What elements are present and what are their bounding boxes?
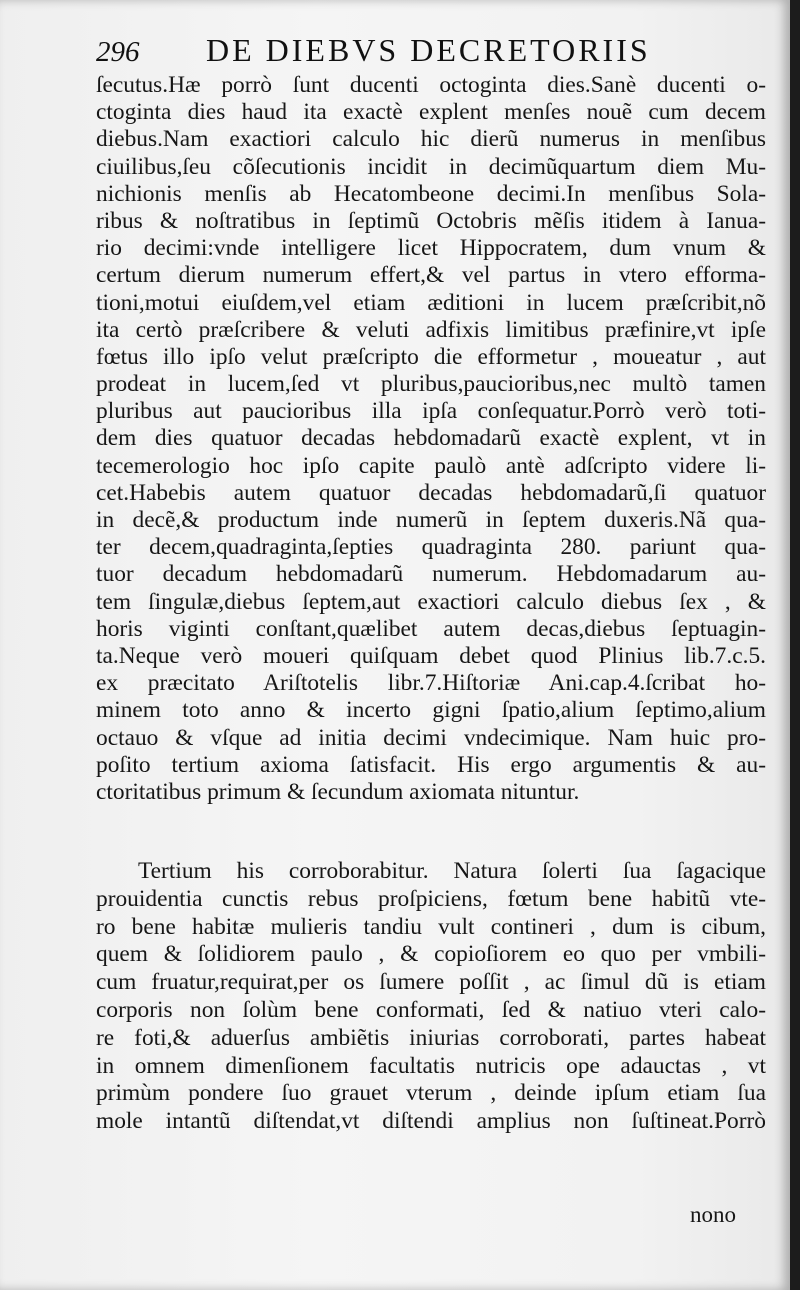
page-number: 296 xyxy=(96,36,140,68)
text-line: minem toto anno & incerto gigni ſpatio,alium ſeptimo,alium xyxy=(96,697,766,724)
text-line: tioni,motui eiuſdem,vel etiam æditioni in lucem præſcribit,nõ xyxy=(96,289,766,316)
text-line: rio decimi:vnde intelligere licet Hippocratem, dum vnum & xyxy=(96,235,766,262)
running-head xyxy=(96,32,756,72)
text-line: nichionis menſis ab Hecatombeone decimi.In menſibus Sola- xyxy=(96,180,766,207)
text-line: prouidentia cunctis rebus proſpiciens, fœtum bene habitũ vte- xyxy=(96,885,766,912)
text-line: poſito tertium axioma ſatisfacit. His ergo argumentis & au- xyxy=(96,751,766,778)
paragraph-2 xyxy=(96,858,766,1136)
running-title: DE DIEBVS DECRETORIIS xyxy=(206,32,651,68)
text-line: ita certò præſcribere & veluti adfixis limitibus præfinire,vt ipſe xyxy=(96,316,766,343)
text-line: tuor decadum hebdomadarũ numerum. Hebdomadarum au- xyxy=(96,561,766,588)
text-line: ctoritatibus primum & ſecundum axiomata nituntur. xyxy=(96,778,580,805)
text-line: certum dierum numerum effert,& vel partus in vtero efforma- xyxy=(96,262,766,289)
text-line: ctoginta dies haud ita exactè explent menſes nouẽ cum decem xyxy=(96,99,766,126)
text-line: tecemerologio hoc ipſo capite paulò antè adſcripto videre li- xyxy=(96,452,766,479)
text-line: ex præcitato Ariſtotelis libr.7.Hiſtoriæ Ani.cap.4.ſcribat ho- xyxy=(96,670,766,697)
text-line: ſecutus.Hæ porrò ſunt ducenti octoginta dies.Sanè ducenti o- xyxy=(96,72,766,98)
page-edge-shadow xyxy=(790,0,800,1290)
text-line: primùm pondere ſuo grauet vterum , deinde ipſum etiam ſua xyxy=(96,1080,766,1107)
text-line: corporis non ſolùm bene conformati, ſed & natiuo vteri calo- xyxy=(96,996,766,1023)
text-line: diebus.Nam exactiori calculo hic dierũ numerus in menſibus xyxy=(96,126,766,153)
text-line: prodeat in lucem,ſed vt pluribus,paucioribus,nec multò tamen xyxy=(96,371,766,398)
text-line: ribus & noſtratibus in ſeptimũ Octobris mẽſis itidem à Ianua- xyxy=(96,207,766,234)
text-line: octauo & vſque ad initia decimi vndecimique. Nam huic pro- xyxy=(96,724,766,751)
text-line: re foti,& aduerſus ambiẽtis iniurias corroborati, partes habeat xyxy=(96,1024,766,1051)
text-line: dem dies quatuor decadas hebdomadarũ exactè explent, vt in xyxy=(96,425,766,452)
text-line: in omnem dimenſionem facultatis nutricis ope adauctas , vt xyxy=(96,1052,766,1079)
text-line: ro bene habitæ mulieris tandiu vult contineri , dum is cibum, xyxy=(96,913,766,940)
text-line: ciuilibus,ſeu cõſecutionis incidit in decimũquartum diem Mu- xyxy=(96,153,766,180)
text-line: cum fruatur,requirat,per os ſumere poſſit , ac ſimul dũ is etiam xyxy=(96,969,766,996)
text-line: ter decem,quadraginta,ſepties quadraginta 280. pariunt qua- xyxy=(96,534,766,561)
text-line: in decẽ,& productum inde numerũ in ſeptem duxeris.Nã qua- xyxy=(96,507,766,533)
text-line: mole intantũ diſtendat,vt diſtendi amplius non ſuſtineat.Porrò xyxy=(96,1108,766,1135)
text-line: pluribus aut paucioribus illa ipſa conſequatur.Porrò verò toti- xyxy=(96,398,766,425)
text-line: horis viginti conſtant,quælibet autem decas,diebus ſeptuagin- xyxy=(96,615,766,642)
paragraph-1 xyxy=(96,72,766,806)
text-line: ta.Neque verò moueri quiſquam debet quod Plinius lib.7.c.5. xyxy=(96,642,766,669)
catchword: nono xyxy=(690,1202,736,1227)
text-line: quem & ſolidiorem paulo , & copioſiorem eo quo per vmbili- xyxy=(96,941,766,968)
text-line: cet.Habebis autem quatuor decadas hebdomadarũ,ſi quatuor xyxy=(96,479,766,506)
text-line: Tertium his corroborabitur. Natura ſolerti ſua ſagacique xyxy=(138,858,766,884)
text-line: fœtus illo ipſo velut præſcripto die efformetur , moueatur , aut xyxy=(96,343,766,370)
text-line: tem ſingulæ,diebus ſeptem,aut exactiori calculo diebus ſex , & xyxy=(96,588,766,615)
